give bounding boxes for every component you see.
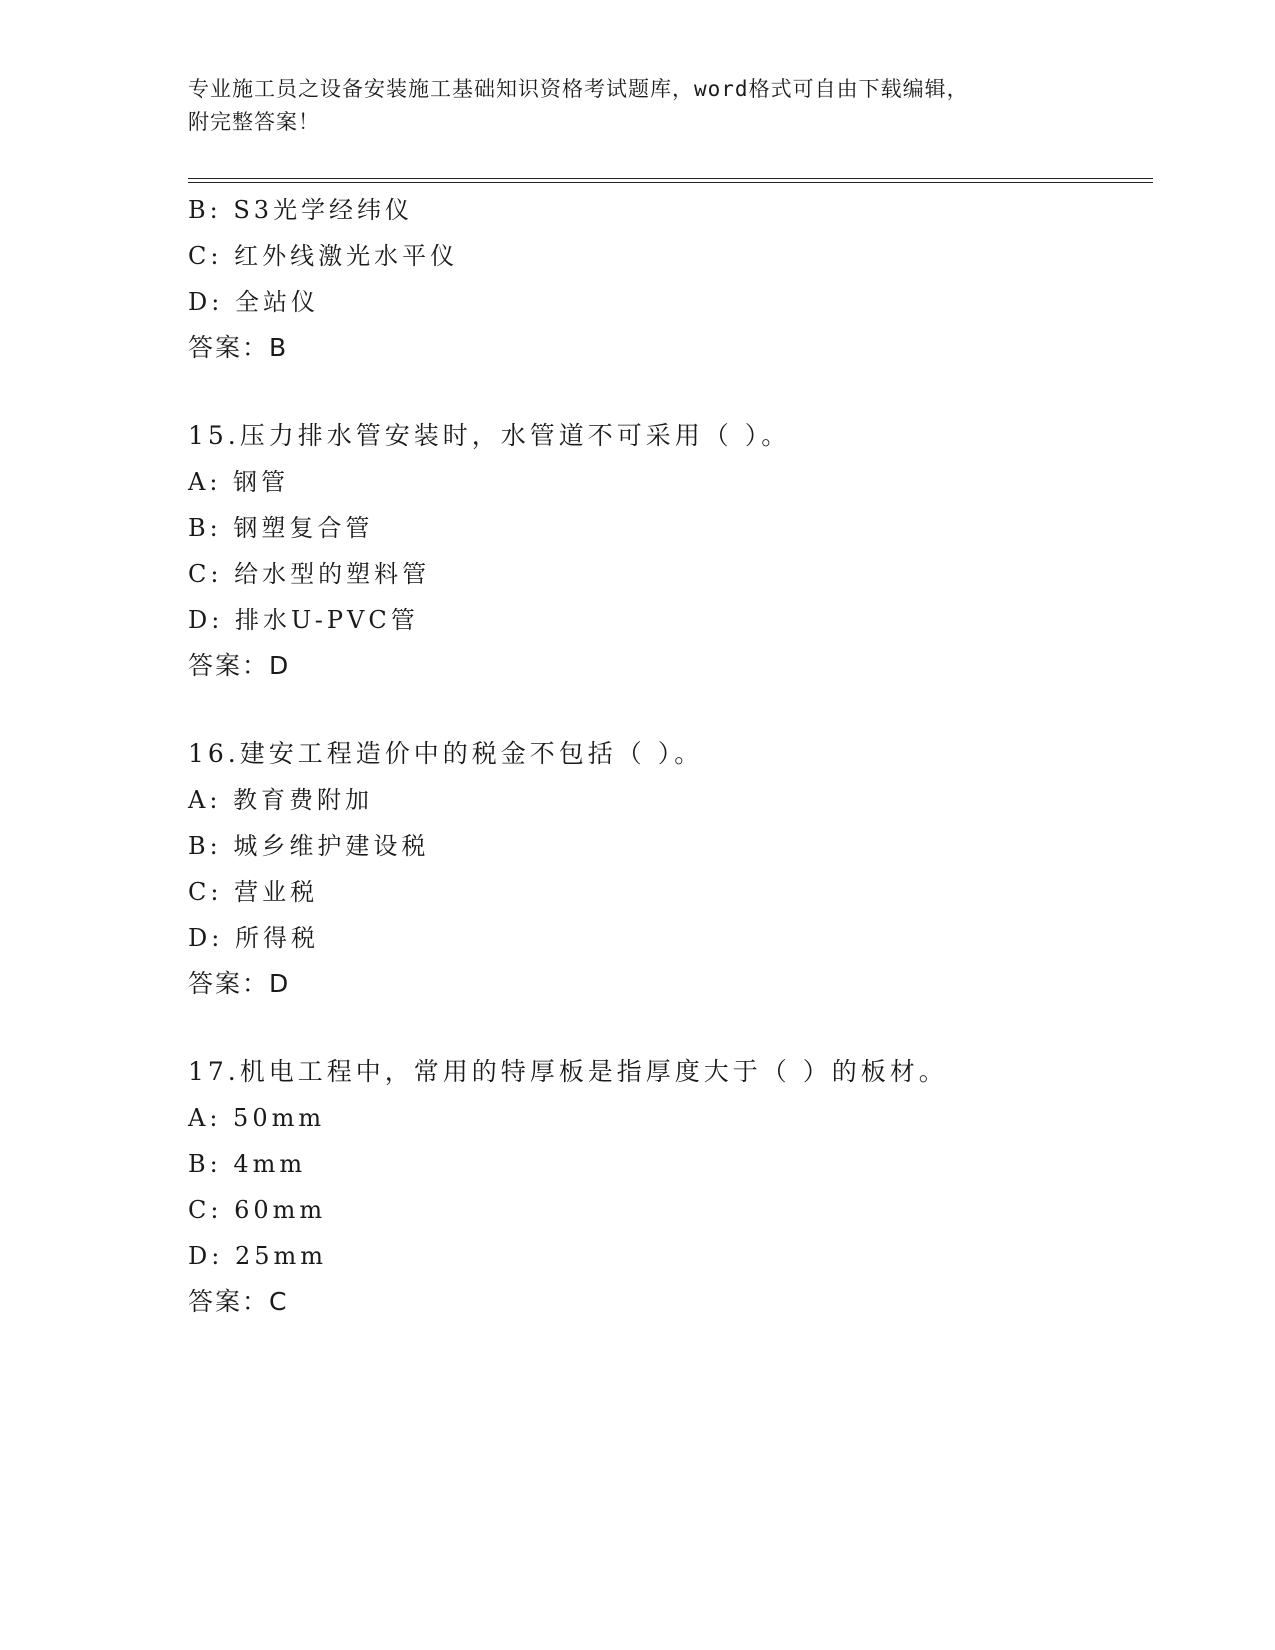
option-d: D: 25mm (188, 1242, 328, 1270)
header-line-2: 附完整答案！ (188, 110, 320, 134)
option-c: C: 60mm (188, 1196, 327, 1224)
question-spacer (188, 689, 1148, 731)
question-16 (188, 731, 1148, 1007)
question-spacer (188, 371, 1148, 413)
option-a: A: 50mm (188, 1104, 326, 1132)
answer-line: 答案：B (188, 333, 289, 362)
option-c: C: 红外线激光水平仪 (188, 242, 459, 270)
header-divider-top (188, 178, 1153, 179)
answer-line: 答案：D (188, 969, 291, 998)
header-line-1: 专业施工员之设备安装施工基础知识资格考试题库，word格式可自由下载编辑， (188, 77, 969, 101)
question-17 (188, 1049, 1148, 1325)
header-divider-bottom (188, 182, 1153, 183)
option-b: B: 城乡维护建设税 (188, 832, 430, 860)
option-c: C: 营业税 (188, 878, 319, 906)
option-d: D: 排水U-PVC管 (188, 606, 419, 634)
document-header (188, 73, 1088, 139)
question-spacer (188, 1007, 1148, 1049)
option-b: B: 钢塑复合管 (188, 514, 374, 542)
question-title: 16.建安工程造价中的税金不包括（ ）。 (188, 739, 704, 768)
option-c: C: 给水型的塑料管 (188, 560, 431, 588)
option-b: B: 4mm (188, 1150, 307, 1178)
option-b: B: S3光学经纬仪 (188, 196, 414, 224)
question-15 (188, 413, 1148, 689)
question-title: 15.压力排水管安装时，水管道不可采用（ ）。 (188, 421, 791, 450)
option-d: D: 全站仪 (188, 288, 319, 316)
option-a: A: 钢管 (188, 468, 290, 496)
answer-line: 答案：C (188, 1287, 289, 1316)
option-a: A: 教育费附加 (188, 786, 374, 814)
answer-line: 答案：D (188, 651, 291, 680)
option-d: D: 所得税 (188, 924, 319, 952)
question-fragment (188, 187, 1148, 371)
question-list (188, 187, 1148, 1325)
question-title: 17.机电工程中，常用的特厚板是指厚度大于（ ）的板材。 (188, 1057, 948, 1086)
